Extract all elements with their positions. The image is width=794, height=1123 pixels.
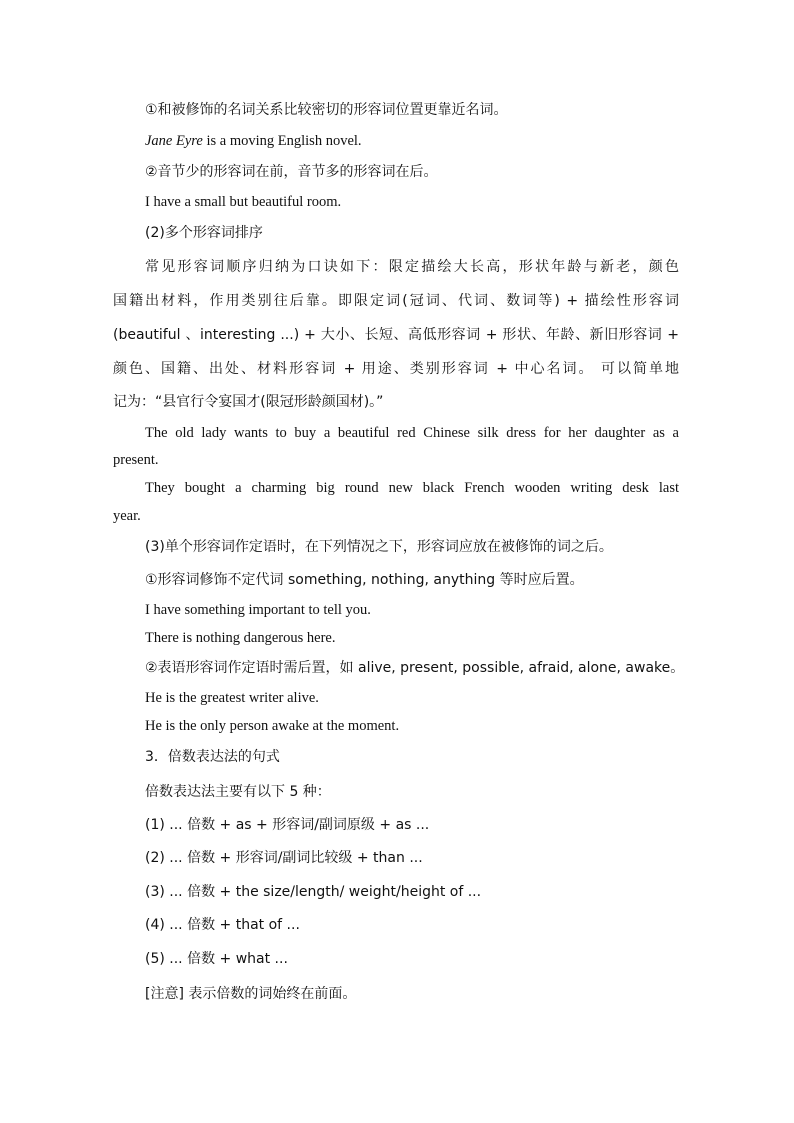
multiples-pattern-4: (4) ... 倍数 + that of ...	[145, 917, 300, 933]
rule-adjective-close-to-noun: ①和被修饰的名词关系比较密切的形容词位置更靠近名词。	[145, 102, 508, 118]
rule-predicative-adjectives: ②表语形容词作定语时需后置，如 alive, present, possible, afraid, alone, awake。	[145, 660, 685, 676]
multiples-pattern-2: (2) ... 倍数 + 形容词/副词比较级 + than ...	[145, 850, 423, 866]
example-old-lady-line-2: present.	[113, 452, 159, 468]
example-person-awake: He is the only person awake at the moment.	[145, 718, 400, 734]
example-nothing-dangerous: There is nothing dangerous here.	[145, 630, 336, 646]
example-jane-eyre-rest: is a moving English novel.	[202, 133, 362, 149]
example-writing-desk-line-1: They bought a charming big round new black French wooden writing desk last	[145, 480, 679, 496]
example-something-important: I have something important to tell you.	[145, 602, 371, 618]
example-greatest-writer: He is the greatest writer alive.	[145, 690, 319, 706]
rule-indefinite-pronoun: ①形容词修饰不定代词 something, nothing, anything 等时应后置。	[145, 572, 584, 588]
example-jane-eyre	[145, 132, 362, 150]
multiples-pattern-1: (1) ... 倍数 + as + 形容词/副词原级 + as ...	[145, 817, 430, 833]
example-small-beautiful-room: I have a small but beautiful room.	[145, 194, 342, 210]
paragraph-order-line-5: 记为：“县官行令宴国才(限冠形龄颜国材)。”	[113, 394, 384, 410]
rule-syllable-order: ②音节少的形容词在前，音节多的形容词在后。	[145, 164, 438, 180]
multiples-pattern-5: (5) ... 倍数 + what ...	[145, 951, 288, 967]
book-title: Jane Eyre	[145, 133, 203, 149]
paragraph-order-line-4: 颜色、国籍、出处、材料形容词 + 用途、类别形容词 + 中心名词。 可以简单地	[113, 361, 679, 377]
multiples-pattern-3: (3) ... 倍数 + the size/length/ weight/height of ...	[145, 884, 482, 900]
example-old-lady-line-1: The old lady wants to buy a beautiful red Chinese silk dress for her daughter as a	[145, 425, 679, 441]
paragraph-order-line-3: (beautiful 、interesting ...) + 大小、长短、高低形容词 + 形状、年龄、新旧形容词 +	[113, 327, 679, 343]
section-heading-multiple-adjectives: (2)多个形容词排序	[145, 225, 263, 241]
multiples-intro: 倍数表达法主要有以下 5 种：	[145, 784, 331, 800]
section-heading-multiples: 3．倍数表达法的句式	[145, 749, 280, 765]
paragraph-order-line-1: 常见形容词顺序归纳为口诀如下：限定描绘大长高，形状年龄与新老，颜色	[145, 259, 679, 275]
paragraph-order-line-2: 国籍出材料，作用类别往后靠。即限定词(冠词、代词、数词等) + 描绘性形容词	[113, 293, 679, 309]
section-heading-postpositive: (3)单个形容词作定语时，在下列情况之下，形容词应放在被修饰的词之后。	[145, 539, 613, 555]
note-multiples-position: [注意] 表示倍数的词始终在前面。	[145, 986, 357, 1002]
example-writing-desk-line-2: year.	[113, 508, 141, 524]
